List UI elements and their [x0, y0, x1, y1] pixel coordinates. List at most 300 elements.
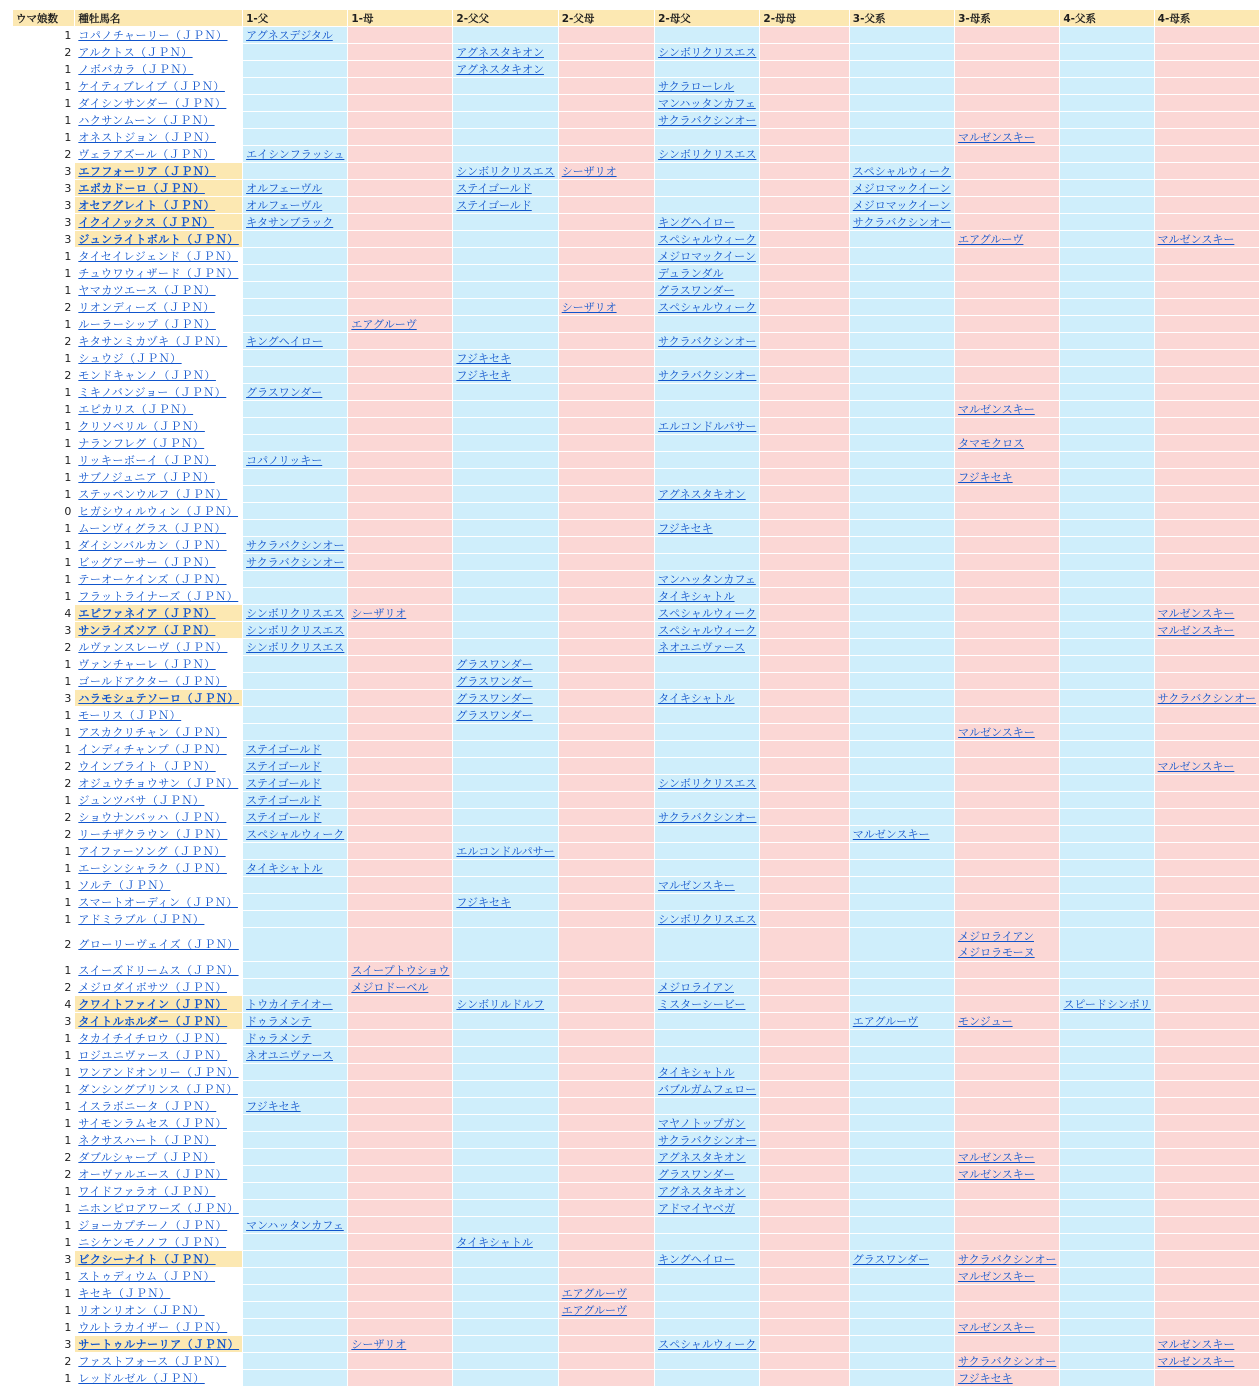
cell-3-dam-line[interactable] — [955, 503, 1060, 520]
cell-2-ds[interactable] — [655, 129, 760, 146]
cell-4-dam-line[interactable] — [1154, 44, 1259, 61]
cell-3-sire-line[interactable] — [849, 911, 954, 928]
cell-2-dd[interactable] — [760, 1336, 849, 1353]
ancestor-link[interactable]: マルゼンスキー — [1157, 232, 1235, 246]
cell-4-sire-line[interactable] — [1060, 248, 1154, 265]
cell-2-sd[interactable] — [558, 622, 654, 639]
cell-4-sire-line[interactable] — [1060, 1064, 1154, 1081]
ancestor-link[interactable]: メジロライアン — [958, 929, 1034, 943]
cell-1-dam[interactable] — [348, 1183, 453, 1200]
cell-2-ds[interactable] — [655, 384, 760, 401]
cell-2-sd[interactable] — [558, 248, 654, 265]
cell-4-sire-line[interactable] — [1060, 1149, 1154, 1166]
cell-2-sd[interactable] — [558, 112, 654, 129]
cell-3-dam-line[interactable] — [955, 214, 1060, 231]
cell-1-dam[interactable] — [348, 1319, 453, 1336]
cell-2-ss[interactable] — [453, 1336, 558, 1353]
ancestor-link[interactable]: フジキセキ — [456, 351, 511, 365]
cell-3-sire-line[interactable] — [849, 486, 954, 503]
cell-4-sire-line[interactable] — [1060, 333, 1154, 350]
header-count[interactable]: ウマ娘数 — [13, 10, 75, 27]
stallion-link[interactable]: ファストフォース（ＪＰＮ） — [78, 1354, 227, 1368]
ancestor-link[interactable]: アグネスデジタル — [246, 28, 333, 42]
cell-4-sire-line[interactable] — [1060, 61, 1154, 78]
ancestor-link[interactable]: エアグルーヴ — [561, 1303, 628, 1317]
cell-2-dd[interactable] — [760, 299, 849, 316]
cell-3-dam-line[interactable] — [955, 112, 1060, 129]
cell-2-ss[interactable] — [453, 911, 558, 928]
header-3-dam-line[interactable]: 3-母系 — [955, 10, 1060, 27]
cell-4-sire-line[interactable] — [1060, 129, 1154, 146]
cell-3-sire-line[interactable] — [849, 1200, 954, 1217]
cell-2-ss[interactable] — [453, 1064, 558, 1081]
ancestor-link[interactable]: スペシャルウィーク — [658, 623, 757, 637]
cell-2-sd[interactable] — [558, 316, 654, 333]
stallion-link[interactable]: ニシケンモノノフ（ＪＰＮ） — [78, 1235, 227, 1249]
cell-2-dd[interactable] — [760, 605, 849, 622]
cell-4-dam-line[interactable] — [1154, 1268, 1259, 1285]
stallion-link[interactable]: イクイノックス（ＪＰＮ） — [78, 215, 215, 229]
cell-1-dam[interactable] — [348, 792, 453, 809]
cell-1-sire[interactable] — [243, 1268, 348, 1285]
cell-3-dam-line[interactable] — [955, 1234, 1060, 1251]
cell-3-sire-line[interactable] — [849, 1166, 954, 1183]
cell-4-dam-line[interactable] — [1154, 911, 1259, 928]
cell-2-dd[interactable] — [760, 282, 849, 299]
ancestor-link[interactable]: アドマイヤベガ — [658, 1201, 735, 1215]
cell-1-sire[interactable] — [243, 877, 348, 894]
cell-4-sire-line[interactable] — [1060, 911, 1154, 928]
cell-4-sire-line[interactable] — [1060, 401, 1154, 418]
cell-3-sire-line[interactable] — [849, 673, 954, 690]
stallion-link[interactable]: グローリーヴェイズ（ＪＰＮ） — [78, 938, 239, 951]
ancestor-link[interactable]: アグネスタキオン — [658, 1184, 746, 1198]
cell-1-sire[interactable] — [243, 571, 348, 588]
ancestor-link[interactable]: マルゼンスキー — [1157, 623, 1235, 637]
cell-4-sire-line[interactable] — [1060, 1030, 1154, 1047]
cell-2-ds[interactable] — [655, 180, 760, 197]
ancestor-link[interactable]: オルフェーヴル — [246, 198, 323, 212]
cell-3-dam-line[interactable] — [955, 758, 1060, 775]
ancestor-link[interactable]: エルコンドルパサー — [658, 419, 757, 433]
cell-2-ss[interactable] — [453, 1047, 558, 1064]
cell-3-sire-line[interactable] — [849, 1132, 954, 1149]
cell-4-sire-line[interactable] — [1060, 1370, 1154, 1387]
ancestor-link[interactable]: マルゼンスキー — [1157, 759, 1235, 773]
stallion-link[interactable]: ゴールドアクター（ＪＰＮ） — [78, 674, 227, 688]
stallion-link[interactable]: ウルトラカイザー（ＪＰＮ） — [78, 1320, 228, 1334]
cell-4-dam-line[interactable] — [1154, 1302, 1259, 1319]
cell-2-ds[interactable] — [655, 350, 760, 367]
ancestor-link[interactable]: シンボリクリスエス — [246, 606, 345, 620]
cell-2-sd[interactable] — [558, 1115, 654, 1132]
cell-2-dd[interactable] — [760, 1030, 849, 1047]
cell-3-dam-line[interactable] — [955, 418, 1060, 435]
cell-3-sire-line[interactable] — [849, 95, 954, 112]
cell-1-sire[interactable] — [243, 163, 348, 180]
cell-4-sire-line[interactable] — [1060, 724, 1154, 741]
stallion-link[interactable]: ナランフレグ（ＪＰＮ） — [78, 436, 205, 450]
cell-2-dd[interactable] — [760, 656, 849, 673]
cell-4-sire-line[interactable] — [1060, 44, 1154, 61]
cell-2-dd[interactable] — [760, 146, 849, 163]
cell-2-ds[interactable] — [655, 1353, 760, 1370]
cell-3-sire-line[interactable] — [849, 588, 954, 605]
cell-2-ds[interactable] — [655, 1013, 760, 1030]
cell-1-sire[interactable] — [243, 911, 348, 928]
cell-2-sd[interactable] — [558, 605, 654, 622]
cell-1-sire[interactable] — [243, 707, 348, 724]
cell-1-dam[interactable] — [348, 775, 453, 792]
cell-2-dd[interactable] — [760, 1353, 849, 1370]
cell-2-ss[interactable] — [453, 1353, 558, 1370]
cell-2-ss[interactable] — [453, 520, 558, 537]
cell-4-dam-line[interactable] — [1154, 333, 1259, 350]
cell-4-dam-line[interactable] — [1154, 554, 1259, 571]
cell-3-dam-line[interactable] — [955, 452, 1060, 469]
cell-2-dd[interactable] — [760, 741, 849, 758]
cell-2-sd[interactable] — [558, 469, 654, 486]
cell-2-ds[interactable] — [655, 1030, 760, 1047]
ancestor-link[interactable]: キタサンブラック — [246, 215, 334, 229]
ancestor-link[interactable]: ドゥラメンテ — [246, 1014, 312, 1028]
cell-4-sire-line[interactable] — [1060, 639, 1154, 656]
cell-2-sd[interactable] — [558, 1149, 654, 1166]
cell-2-ss[interactable] — [453, 1319, 558, 1336]
stallion-link[interactable]: シュウジ（ＪＰＮ） — [78, 351, 182, 365]
cell-3-sire-line[interactable] — [849, 435, 954, 452]
stallion-link[interactable]: ケイティブレイブ（ＪＰＮ） — [78, 79, 225, 93]
cell-2-sd[interactable] — [558, 214, 654, 231]
cell-2-dd[interactable] — [760, 248, 849, 265]
cell-2-ds[interactable] — [655, 1098, 760, 1115]
cell-4-dam-line[interactable] — [1154, 163, 1259, 180]
cell-3-sire-line[interactable] — [849, 1047, 954, 1064]
cell-2-dd[interactable] — [760, 469, 849, 486]
cell-2-dd[interactable] — [760, 1047, 849, 1064]
cell-1-sire[interactable] — [243, 1183, 348, 1200]
ancestor-link[interactable]: ドゥラメンテ — [246, 1031, 312, 1045]
cell-2-sd[interactable] — [558, 520, 654, 537]
cell-2-sd[interactable] — [558, 894, 654, 911]
cell-2-dd[interactable] — [760, 1183, 849, 1200]
ancestor-link[interactable]: スペシャルウィーク — [658, 606, 757, 620]
ancestor-link[interactable]: マルゼンスキー — [958, 402, 1035, 416]
cell-2-ss[interactable] — [453, 1013, 558, 1030]
cell-2-dd[interactable] — [760, 1013, 849, 1030]
cell-3-sire-line[interactable] — [849, 282, 954, 299]
cell-4-sire-line[interactable] — [1060, 1353, 1154, 1370]
cell-3-dam-line[interactable] — [955, 877, 1060, 894]
cell-3-sire-line[interactable] — [849, 44, 954, 61]
cell-4-sire-line[interactable] — [1060, 1081, 1154, 1098]
cell-3-sire-line[interactable] — [849, 775, 954, 792]
ancestor-link[interactable]: サクラローレル — [658, 79, 735, 93]
cell-2-sd[interactable] — [558, 1234, 654, 1251]
cell-2-dd[interactable] — [760, 1200, 849, 1217]
cell-3-sire-line[interactable] — [849, 860, 954, 877]
cell-3-dam-line[interactable] — [955, 996, 1060, 1013]
cell-4-dam-line[interactable] — [1154, 877, 1259, 894]
cell-3-dam-line[interactable] — [955, 299, 1060, 316]
cell-2-sd[interactable] — [558, 758, 654, 775]
cell-2-sd[interactable] — [558, 333, 654, 350]
cell-4-sire-line[interactable] — [1060, 1217, 1154, 1234]
cell-2-sd[interactable] — [558, 877, 654, 894]
cell-2-ss[interactable] — [453, 1217, 558, 1234]
cell-2-ss[interactable] — [453, 1285, 558, 1302]
cell-1-sire[interactable] — [243, 1251, 348, 1268]
cell-2-sd[interactable] — [558, 571, 654, 588]
ancestor-link[interactable]: サクラバクシンオー — [658, 368, 757, 382]
stallion-link[interactable]: ヴァンチャーレ（ＪＰＮ） — [78, 657, 216, 671]
cell-4-sire-line[interactable] — [1060, 860, 1154, 877]
cell-2-sd[interactable] — [558, 1064, 654, 1081]
cell-4-sire-line[interactable] — [1060, 146, 1154, 163]
ancestor-link[interactable]: サクラバクシンオー — [246, 538, 345, 552]
cell-2-sd[interactable] — [558, 724, 654, 741]
cell-4-sire-line[interactable] — [1060, 605, 1154, 622]
header-2-ds[interactable]: 2-母父 — [655, 10, 760, 27]
cell-4-sire-line[interactable] — [1060, 758, 1154, 775]
ancestor-link[interactable]: メジロドーベル — [351, 980, 429, 994]
stallion-link[interactable]: テーオーケインズ（ＪＰＮ） — [78, 572, 227, 586]
cell-3-dam-line[interactable] — [955, 350, 1060, 367]
cell-2-ss[interactable] — [453, 826, 558, 843]
ancestor-link[interactable]: タイキシャトル — [456, 1235, 533, 1249]
ancestor-link[interactable]: フジキセキ — [456, 368, 511, 382]
ancestor-link[interactable]: モンジュー — [958, 1014, 1013, 1028]
ancestor-link[interactable]: スペシャルウィーク — [246, 827, 345, 841]
ancestor-link[interactable]: キングヘイロー — [658, 1252, 735, 1266]
ancestor-link[interactable]: マルゼンスキー — [1157, 1337, 1235, 1351]
ancestor-link[interactable]: ステイゴールド — [246, 742, 322, 756]
ancestor-link[interactable]: マルゼンスキー — [1157, 1354, 1235, 1368]
cell-2-dd[interactable] — [760, 537, 849, 554]
cell-4-sire-line[interactable] — [1060, 27, 1154, 44]
ancestor-link[interactable]: ステイゴールド — [246, 759, 322, 773]
ancestor-link[interactable]: エイシンフラッシュ — [246, 147, 345, 161]
cell-3-sire-line[interactable] — [849, 554, 954, 571]
ancestor-link[interactable]: グラスワンダー — [246, 385, 323, 399]
cell-4-dam-line[interactable] — [1154, 299, 1259, 316]
cell-3-dam-line[interactable] — [955, 554, 1060, 571]
ancestor-link[interactable]: フジキセキ — [246, 1099, 301, 1113]
ancestor-link[interactable]: マルゼンスキー — [958, 1167, 1035, 1181]
cell-2-ds[interactable] — [655, 1268, 760, 1285]
cell-4-sire-line[interactable] — [1060, 435, 1154, 452]
cell-2-sd[interactable] — [558, 503, 654, 520]
cell-2-ss[interactable] — [453, 214, 558, 231]
cell-4-dam-line[interactable] — [1154, 537, 1259, 554]
stallion-link[interactable]: サブノジュニア（ＪＰＮ） — [78, 470, 215, 484]
cell-4-dam-line[interactable] — [1154, 809, 1259, 826]
stallion-link[interactable]: ジュンツバサ（ＪＰＮ） — [78, 793, 205, 807]
stallion-link[interactable]: ヴェラアズール（ＪＰＮ） — [78, 147, 215, 161]
cell-3-sire-line[interactable] — [849, 741, 954, 758]
cell-2-sd[interactable] — [558, 401, 654, 418]
ancestor-link[interactable]: グラスワンダー — [658, 1167, 735, 1181]
cell-3-sire-line[interactable] — [849, 843, 954, 860]
cell-4-dam-line[interactable] — [1154, 996, 1259, 1013]
cell-1-dam[interactable] — [348, 282, 453, 299]
cell-2-ss[interactable] — [453, 860, 558, 877]
cell-2-sd[interactable] — [558, 1268, 654, 1285]
cell-1-dam[interactable] — [348, 690, 453, 707]
cell-4-sire-line[interactable] — [1060, 792, 1154, 809]
cell-1-sire[interactable] — [243, 1285, 348, 1302]
ancestor-link[interactable]: ステイゴールド — [246, 810, 322, 824]
cell-4-dam-line[interactable] — [1154, 503, 1259, 520]
cell-2-sd[interactable] — [558, 1013, 654, 1030]
cell-2-sd[interactable] — [558, 843, 654, 860]
cell-2-dd[interactable] — [760, 163, 849, 180]
cell-3-dam-line[interactable] — [955, 44, 1060, 61]
ancestor-link[interactable]: メジロマックイーン — [658, 249, 756, 263]
cell-2-dd[interactable] — [760, 622, 849, 639]
ancestor-link[interactable]: マンハッタンカフェ — [246, 1218, 344, 1232]
cell-4-dam-line[interactable] — [1154, 1251, 1259, 1268]
cell-3-sire-line[interactable] — [849, 707, 954, 724]
cell-2-ds[interactable] — [655, 707, 760, 724]
cell-2-dd[interactable] — [760, 61, 849, 78]
cell-4-dam-line[interactable] — [1154, 826, 1259, 843]
cell-4-dam-line[interactable] — [1154, 282, 1259, 299]
cell-1-dam[interactable] — [348, 1149, 453, 1166]
cell-3-dam-line[interactable] — [955, 588, 1060, 605]
cell-4-sire-line[interactable] — [1060, 452, 1154, 469]
stallion-link[interactable]: オセアグレイト（ＪＰＮ） — [78, 198, 216, 212]
cell-3-dam-line[interactable] — [955, 95, 1060, 112]
ancestor-link[interactable]: バブルガムフェロー — [658, 1082, 757, 1096]
cell-2-dd[interactable] — [760, 996, 849, 1013]
cell-1-sire[interactable] — [243, 418, 348, 435]
header-4-sire-line[interactable]: 4-父系 — [1060, 10, 1154, 27]
stallion-link[interactable]: ノボバカラ（ＪＰＮ） — [78, 62, 194, 76]
ancestor-link[interactable]: グラスワンダー — [852, 1252, 930, 1266]
cell-2-ss[interactable] — [453, 1132, 558, 1149]
cell-3-dam-line[interactable] — [955, 826, 1060, 843]
stallion-link[interactable]: サートゥルナーリア（ＪＰＮ） — [78, 1337, 240, 1351]
cell-4-sire-line[interactable] — [1060, 486, 1154, 503]
cell-1-dam[interactable] — [348, 1064, 453, 1081]
cell-4-dam-line[interactable] — [1154, 197, 1259, 214]
cell-2-ss[interactable] — [453, 979, 558, 996]
cell-2-dd[interactable] — [760, 384, 849, 401]
cell-2-sd[interactable] — [558, 129, 654, 146]
cell-4-dam-line[interactable] — [1154, 146, 1259, 163]
cell-3-sire-line[interactable] — [849, 333, 954, 350]
stallion-link[interactable]: クリソベリル（ＪＰＮ） — [78, 419, 205, 433]
stallion-link[interactable]: オネストジョン（ＪＰＮ） — [78, 130, 217, 144]
cell-3-sire-line[interactable] — [849, 1030, 954, 1047]
cell-4-sire-line[interactable] — [1060, 656, 1154, 673]
cell-4-sire-line[interactable] — [1060, 928, 1154, 962]
cell-3-sire-line[interactable] — [849, 639, 954, 656]
stallion-link[interactable]: ソルテ（ＪＰＮ） — [78, 878, 171, 892]
stallion-link[interactable]: エフフォーリア（ＪＰＮ） — [78, 164, 216, 178]
cell-2-sd[interactable] — [558, 367, 654, 384]
ancestor-link[interactable]: メジロマックイーン — [852, 198, 951, 212]
cell-2-ss[interactable] — [453, 571, 558, 588]
cell-1-dam[interactable] — [348, 1217, 453, 1234]
stallion-link[interactable]: アイファーソング（ＪＰＮ） — [78, 844, 226, 858]
cell-3-sire-line[interactable] — [849, 877, 954, 894]
cell-1-sire[interactable] — [243, 1149, 348, 1166]
cell-3-sire-line[interactable] — [849, 656, 954, 673]
cell-4-sire-line[interactable] — [1060, 1200, 1154, 1217]
cell-3-sire-line[interactable] — [849, 792, 954, 809]
cell-2-ds[interactable] — [655, 61, 760, 78]
cell-3-dam-line[interactable] — [955, 486, 1060, 503]
cell-1-dam[interactable] — [348, 367, 453, 384]
cell-2-ss[interactable] — [453, 452, 558, 469]
cell-1-dam[interactable] — [348, 673, 453, 690]
cell-1-sire[interactable] — [243, 1370, 348, 1387]
cell-4-sire-line[interactable] — [1060, 197, 1154, 214]
cell-2-sd[interactable] — [558, 1353, 654, 1370]
cell-1-dam[interactable] — [348, 1047, 453, 1064]
cell-1-sire[interactable] — [243, 1115, 348, 1132]
stallion-link[interactable]: アスカクリチャン（ＪＰＮ） — [78, 725, 227, 739]
cell-2-dd[interactable] — [760, 588, 849, 605]
header-2-dd[interactable]: 2-母母 — [760, 10, 849, 27]
cell-4-sire-line[interactable] — [1060, 78, 1154, 95]
ancestor-link[interactable]: マンハッタンカフェ — [658, 96, 756, 110]
cell-4-dam-line[interactable] — [1154, 401, 1259, 418]
cell-1-dam[interactable] — [348, 588, 453, 605]
cell-2-ss[interactable] — [453, 928, 558, 962]
cell-2-ss[interactable] — [453, 112, 558, 129]
cell-2-ss[interactable] — [453, 1030, 558, 1047]
cell-3-sire-line[interactable] — [849, 1234, 954, 1251]
stallion-link[interactable]: ダイシンサンダー（ＪＰＮ） — [78, 96, 227, 110]
cell-1-sire[interactable] — [243, 61, 348, 78]
cell-2-dd[interactable] — [760, 690, 849, 707]
stallion-link[interactable]: スイーズドリームス（ＪＰＮ） — [78, 963, 239, 977]
cell-4-sire-line[interactable] — [1060, 588, 1154, 605]
cell-3-dam-line[interactable] — [955, 1217, 1060, 1234]
stallion-link[interactable]: フラットライナーズ（ＪＰＮ） — [78, 589, 239, 603]
cell-1-dam[interactable] — [348, 741, 453, 758]
cell-3-sire-line[interactable] — [849, 78, 954, 95]
ancestor-link[interactable]: エルコンドルパサー — [456, 844, 555, 858]
cell-1-dam[interactable] — [348, 384, 453, 401]
stallion-link[interactable]: アルクトス（ＪＰＮ） — [78, 45, 193, 59]
cell-1-dam[interactable] — [348, 1030, 453, 1047]
cell-2-ss[interactable] — [453, 469, 558, 486]
cell-3-sire-line[interactable] — [849, 928, 954, 962]
cell-4-sire-line[interactable] — [1060, 316, 1154, 333]
ancestor-link[interactable]: エアグルーヴ — [958, 232, 1024, 246]
cell-2-dd[interactable] — [760, 1166, 849, 1183]
cell-4-dam-line[interactable] — [1154, 1081, 1259, 1098]
cell-2-ds[interactable] — [655, 673, 760, 690]
ancestor-link[interactable]: マルゼンスキー — [958, 1320, 1035, 1334]
cell-2-sd[interactable] — [558, 1251, 654, 1268]
cell-2-ds[interactable] — [655, 27, 760, 44]
cell-2-sd[interactable] — [558, 282, 654, 299]
ancestor-link[interactable]: マルゼンスキー — [958, 130, 1035, 144]
cell-4-sire-line[interactable] — [1060, 1319, 1154, 1336]
stallion-link[interactable]: ウインブライト（ＪＰＮ） — [78, 759, 216, 773]
cell-3-sire-line[interactable] — [849, 384, 954, 401]
stallion-link[interactable]: ルーラーシップ（ＪＰＮ） — [78, 317, 216, 331]
ancestor-link[interactable]: シンボリクリスエス — [246, 623, 345, 637]
cell-2-sd[interactable] — [558, 1200, 654, 1217]
cell-4-sire-line[interactable] — [1060, 1285, 1154, 1302]
cell-3-sire-line[interactable] — [849, 27, 954, 44]
